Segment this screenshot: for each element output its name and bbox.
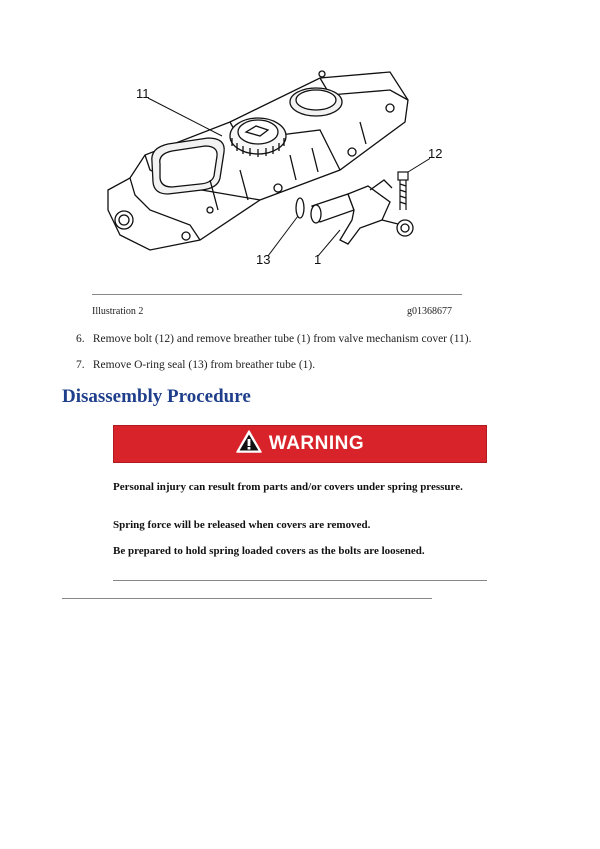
step-6 <box>76 333 472 345</box>
step-number: 6. <box>76 333 85 345</box>
step-text: Remove O-ring seal (13) from breather tube (1). <box>92 359 316 371</box>
illustration-code: g01368677 <box>407 306 452 317</box>
section-heading: Disassembly Procedure <box>62 386 251 407</box>
callout-12: 12 <box>428 146 443 161</box>
warning-bottom-rule <box>113 580 487 581</box>
step-7 <box>76 359 315 371</box>
warning-label: WARNING <box>268 433 365 454</box>
breather-tube <box>311 180 413 244</box>
warning-triangle-icon <box>236 430 262 458</box>
callout-1: 1 <box>314 252 322 267</box>
callout-13: 13 <box>256 252 271 267</box>
illustration-label: Illustration 2 <box>92 306 144 317</box>
warning-line-3: Be prepared to hold spring loaded covers as the bolts are loosened. <box>113 545 425 557</box>
bolt <box>398 172 408 210</box>
step-text: Remove bolt (12) and remove breather tube (1) from valve mechanism cover (11). <box>92 333 472 345</box>
callout-11: 11 <box>136 86 150 101</box>
step-number: 7. <box>76 359 85 371</box>
warning-line-1: Personal injury can result from parts and/or covers under spring pressure. <box>113 481 463 493</box>
caption-rule <box>92 294 462 295</box>
section-bottom-rule <box>62 598 432 599</box>
warning-line-2: Spring force will be released when covers are removed. <box>113 519 371 531</box>
warning-banner <box>113 425 487 463</box>
o-ring-seal <box>296 198 304 218</box>
